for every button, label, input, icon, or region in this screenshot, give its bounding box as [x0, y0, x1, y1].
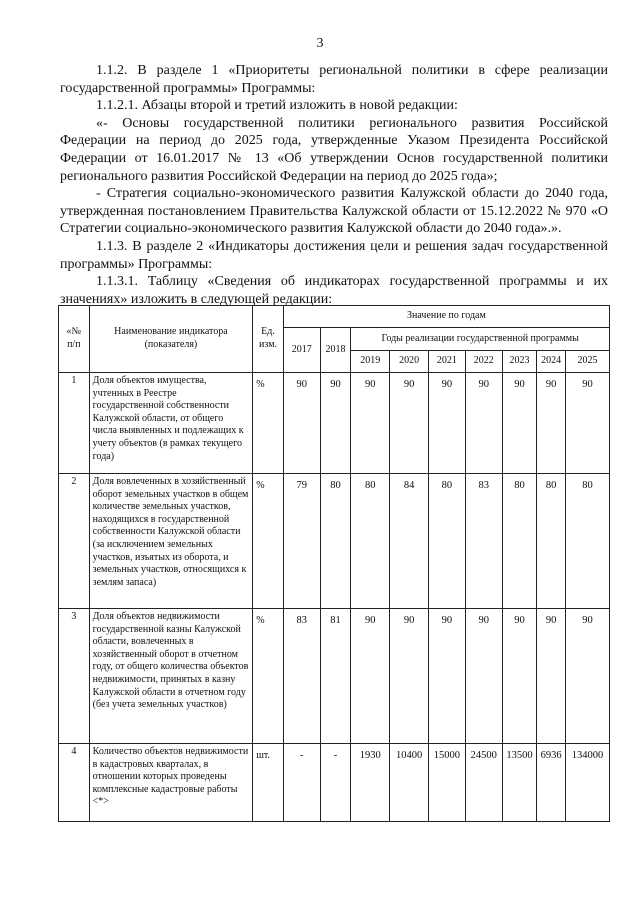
header-year: 2023 [502, 351, 537, 373]
header-name: Наименование индикатора (показателя) [89, 306, 253, 373]
paragraph: 1.1.3. В разделе 2 «Индикаторы достижения цели и решения задач государственной программы» Программы: [60, 238, 608, 272]
value-cell: 90 [465, 609, 502, 744]
value-cell: 90 [320, 373, 351, 474]
value-cell: 90 [537, 373, 566, 474]
header-program-years: Годы реализации государственной программы [351, 328, 610, 351]
value-cell: 90 [283, 373, 320, 474]
paragraph: - Стратегия социально-экономического развития Калужской области до 2040 года, утвержденная постановлением Правительства Калужской области от 15.12.2022 № 970 «О Стратегии социально-экономического развития Калужской области до 2040 года».». [60, 186, 608, 237]
value-cell: 80 [429, 474, 466, 609]
value-cell: - [283, 744, 320, 822]
header-year: 2019 [351, 351, 390, 373]
value-cell: 90 [390, 373, 429, 474]
value-cell: 84 [390, 474, 429, 609]
indicators-table [58, 305, 610, 822]
row-number: 4 [59, 744, 90, 822]
indicator-name: Доля вовлеченных в хозяйственный оборот земельных участков в общем количестве земельных участков, находящихся в государственной собственности Калужской области (за исключением земельных участков, изъятых из оборота, и земельных участков, относящихся к землям запаса) [89, 474, 253, 609]
page-number: 3 [316, 36, 324, 51]
table-row [59, 474, 610, 609]
document-body [60, 62, 608, 308]
value-cell: 83 [465, 474, 502, 609]
value-cell: 13500 [502, 744, 537, 822]
value-cell: 80 [565, 474, 609, 609]
row-number: 3 [59, 609, 90, 744]
header-year: 2020 [390, 351, 429, 373]
row-number: 1 [59, 373, 90, 474]
value-cell: 90 [390, 609, 429, 744]
header-year: 2022 [465, 351, 502, 373]
header-values-by-year: Значение по годам [283, 306, 609, 328]
paragraph: 1.1.3.1. Таблицу «Сведения об индикаторах государственной программы и их значениях» изложить в следующей редакции: [60, 274, 608, 307]
header-num: «№ п/п [59, 306, 90, 373]
value-cell: 90 [351, 609, 390, 744]
value-cell: 80 [351, 474, 390, 609]
value-cell: 79 [283, 474, 320, 609]
unit-cell: % [253, 373, 284, 474]
value-cell: 83 [283, 609, 320, 744]
indicator-name: Доля объектов имущества, учтенных в Реестре государственной собственности Калужской области, от общего числа выявленных и подлежащих к учету объектов (в рамках текущего года) [89, 373, 253, 474]
value-cell: 90 [429, 373, 466, 474]
value-cell: 81 [320, 609, 351, 744]
header-year: 2021 [429, 351, 466, 373]
table-row [59, 609, 610, 744]
header-year: 2017 [283, 328, 320, 373]
indicator-name: Доля объектов недвижимости государственной казны Калужской области, вовлеченных в хозяйственный оборот в отчетном году, от общего количества объектов недвижимости, принятых в казну Калужской области в отчетном году (без учета земельных участков) [89, 609, 253, 744]
value-cell: 10400 [390, 744, 429, 822]
table-row [59, 373, 610, 474]
value-cell: 80 [537, 474, 566, 609]
value-cell: 134000 [565, 744, 609, 822]
value-cell: - [320, 744, 351, 822]
value-cell: 15000 [429, 744, 466, 822]
paragraph: 1.1.2. В разделе 1 «Приоритеты региональной политики в сфере реализации государственной программы» Программы: [60, 63, 608, 96]
value-cell: 90 [565, 609, 609, 744]
header-unit: Ед. изм. [253, 306, 284, 373]
header-year: 2024 [537, 351, 566, 373]
value-cell: 90 [537, 609, 566, 744]
value-cell: 80 [502, 474, 537, 609]
table-row [59, 744, 610, 822]
unit-cell: шт. [253, 744, 284, 822]
unit-cell: % [253, 609, 284, 744]
paragraph: «- Основы государственной политики регионального развития Российской Федерации на период до 2025 года, утвержденные Указом Президента Российской Федерации от 16.01.2017 № 13 «Об утверждении Основ государственной политики регионального развития Российской Федерации на период до 2025 года»; [60, 115, 608, 184]
paragraph: 1.1.2.1. Абзацы второй и третий изложить в новой редакции: [96, 98, 458, 114]
value-cell: 90 [565, 373, 609, 474]
value-cell: 90 [502, 373, 537, 474]
value-cell: 90 [502, 609, 537, 744]
header-year: 2018 [320, 328, 351, 373]
value-cell: 6936 [537, 744, 566, 822]
header-year: 2025 [565, 351, 609, 373]
indicator-name: Количество объектов недвижимости в кадастровых кварталах, в отношении которых проведены комплексные кадастровые работы <*> [89, 744, 253, 822]
row-number: 2 [59, 474, 90, 609]
unit-cell: % [253, 474, 284, 609]
value-cell: 90 [465, 373, 502, 474]
value-cell: 1930 [351, 744, 390, 822]
value-cell: 90 [429, 609, 466, 744]
value-cell: 24500 [465, 744, 502, 822]
value-cell: 90 [351, 373, 390, 474]
value-cell: 80 [320, 474, 351, 609]
